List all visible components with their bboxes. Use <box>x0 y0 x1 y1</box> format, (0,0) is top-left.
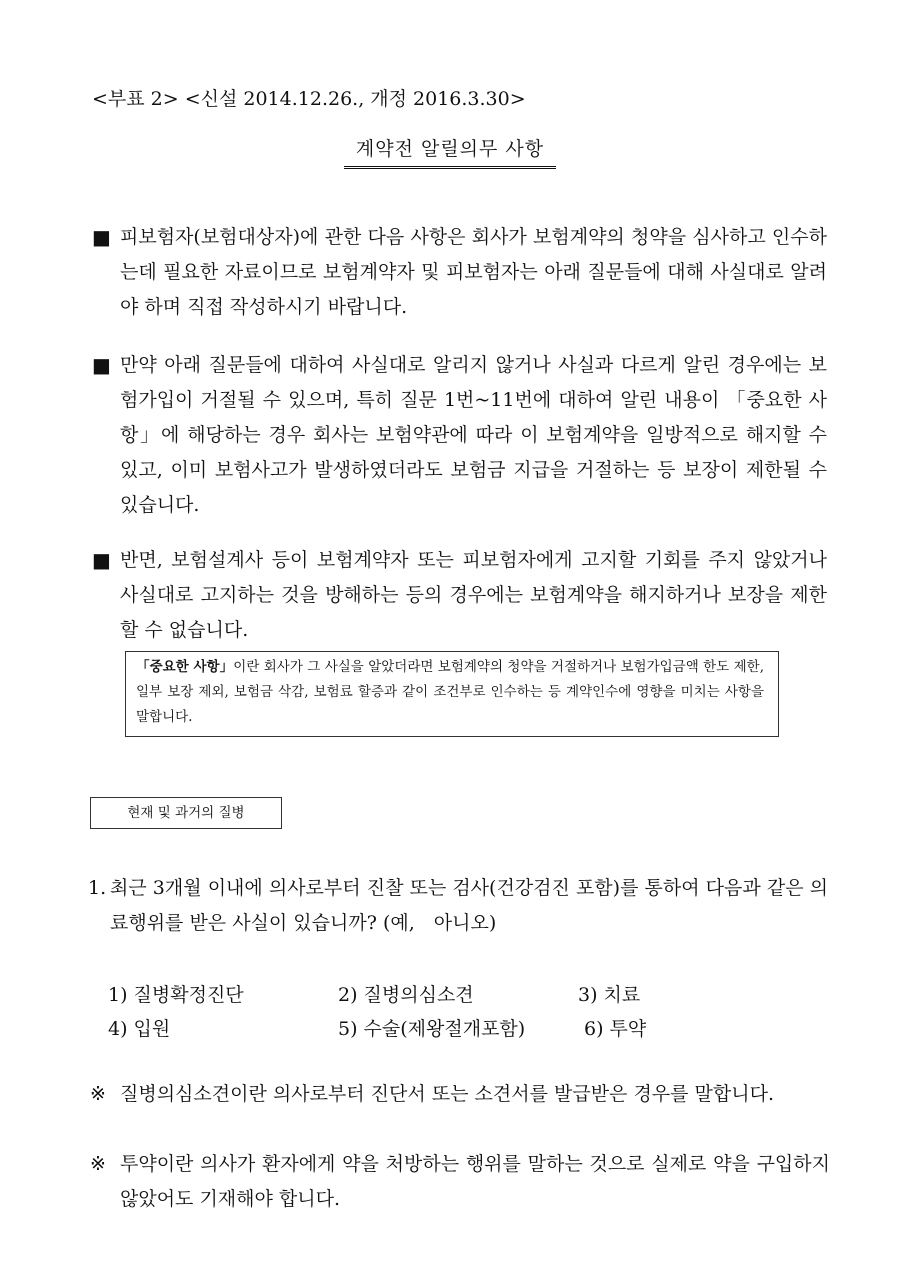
option-6: 6) 투약 <box>584 1018 647 1040</box>
header-note: <부표 2> <신설 2014.12.26., 개정 2016.3.30> <box>92 88 526 110</box>
page-title: 계약전 알릴의무 사항 <box>344 134 556 169</box>
title-container <box>0 134 900 169</box>
bullet-text: 만약 아래 질문들에 대하여 사실대로 알리지 않거나 사실과 다르게 알린 경우에는 보험가입이 거절될 수 있으며, 특히 질문 1번~11번에 대하여 알린 내용이 「중요한 사항」에 해당하는 경우 회사는 보험약관에 따라 이 보험계약을 일방적으로 해지할 수 있고, 이미 보험사고가 발생하였더라도 보험금 지급을 거절하는 등 보장이 제한될 수 있습니다. <box>120 354 827 516</box>
bullet-text: 피보험자(보험대상자)에 관한 다음 사항은 회사가 보험계약의 청약을 심사하고 인수하는데 필요한 자료이므로 보험계약자 및 피보험자는 아래 질문들에 대해 사실대로 알려야 하며 직접 작성하시기 바랍니다. <box>120 226 827 318</box>
reference-note-2 <box>90 1147 830 1217</box>
square-bullet-icon: ■ <box>92 548 111 572</box>
reference-text: 질병의심소견이란 의사로부터 진단서 또는 소견서를 발급받은 경우를 말합니다. <box>120 1083 775 1105</box>
option-5: 5) 수술(제왕절개포함) <box>338 1018 526 1040</box>
section-label: 현재 및 과거의 질병 <box>90 797 282 829</box>
bullet-paragraph-3 <box>92 543 827 648</box>
option-2: 2) 질병의심소견 <box>338 984 474 1006</box>
bullet-paragraph-2 <box>92 348 827 523</box>
bullet-text: 반면, 보험설계사 등이 보험계약자 또는 피보험자에게 고지할 기회를 주지 않았거나 사실대로 고지하는 것을 방해하는 등의 경우에는 보험계약을 해지하거나 보장을 제한할 수 없습니다. <box>120 549 827 641</box>
reference-text: 투약이란 의사가 환자에게 약을 처방하는 행위를 말하는 것으로 실제로 약을 구입하지 않았어도 기재해야 합니다. <box>120 1153 830 1210</box>
option-3: 3) 치료 <box>578 984 641 1006</box>
note-term: 「중요한 사항」 <box>136 659 234 675</box>
square-bullet-icon: ■ <box>92 225 111 249</box>
important-matter-note-box <box>125 651 779 737</box>
reference-mark-icon: ※ <box>90 1153 106 1175</box>
note-text: 이란 회사가 그 사실을 알았더라면 보험계약의 청약을 거절하거나 보험가입금액 한도 제한, 일부 보장 제외, 보험금 삭감, 보험료 할증과 같이 조건부로 인수하는 등 계약인수에 영향을 미치는 사항을 말합니다. <box>136 659 764 725</box>
question-1 <box>88 871 828 941</box>
question-number: 1. <box>88 877 107 899</box>
reference-note-1 <box>90 1077 830 1112</box>
reference-mark-icon: ※ <box>90 1083 106 1105</box>
bullet-paragraph-1 <box>92 220 827 325</box>
question-text: 최근 3개월 이내에 의사로부터 진찰 또는 검사(건강검진 포함)를 통하여 다음과 같은 의료행위를 받은 사실이 있습니까? (예, 아니오) <box>110 877 828 934</box>
option-4: 4) 입원 <box>108 1018 171 1040</box>
option-1: 1) 질병확정진단 <box>108 984 244 1006</box>
square-bullet-icon: ■ <box>92 353 111 377</box>
